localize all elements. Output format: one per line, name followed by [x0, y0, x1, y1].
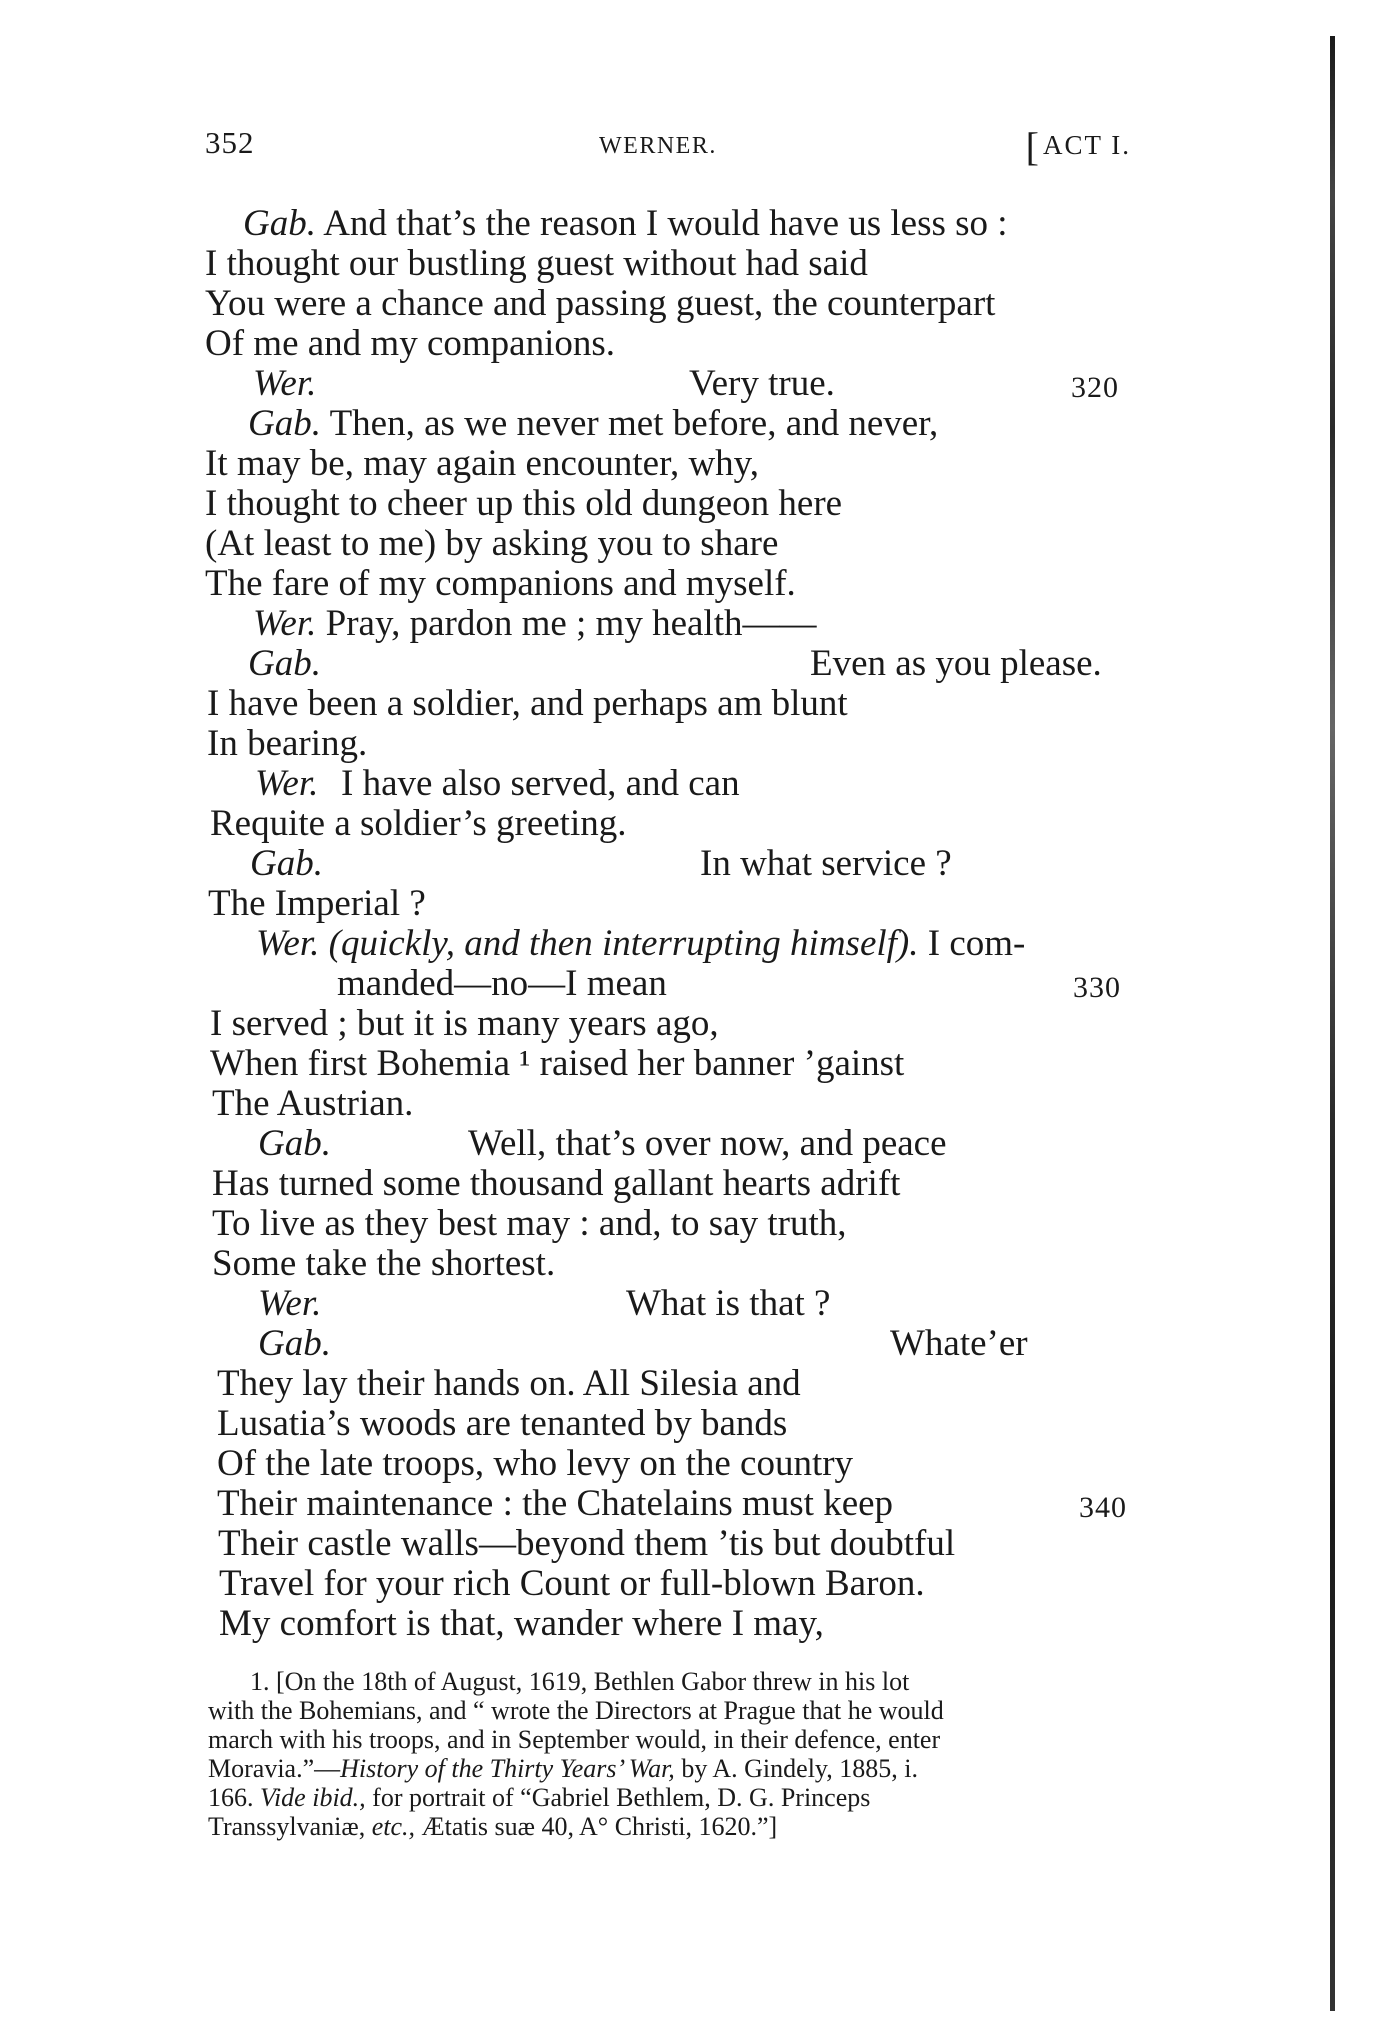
speaker-label: Wer.: [258, 1283, 322, 1324]
verse-line: You were a chance and passing guest, the counterpart: [205, 283, 996, 324]
verse-line: The Austrian.: [212, 1083, 414, 1124]
line-number: 320: [1071, 371, 1119, 404]
verse-line: Wer. Pray, pardon me ; my health——: [253, 603, 817, 644]
act-bracket: [: [1025, 124, 1041, 169]
verse-line: My comfort is that, wander where I may,: [219, 1603, 824, 1644]
verse-line: Travel for your rich Count or full-blown Baron.: [219, 1563, 925, 1604]
verse-line: Of me and my companions.: [205, 323, 615, 364]
verse-line: I have been a soldier, and perhaps am blunt: [207, 683, 848, 724]
verse-line: Lusatia’s woods are tenanted by bands: [217, 1403, 788, 1444]
verse-line: Wer. What is that ?: [258, 1283, 831, 1324]
verse-line: Requite a soldier’s greeting.: [210, 803, 627, 844]
speaker-label: Gab.: [243, 203, 316, 244]
verse-line: manded—no—I mean: [337, 963, 667, 1004]
line-number: 330: [1073, 971, 1121, 1004]
verse-line: I served ; but it is many years ago,: [210, 1003, 719, 1044]
speaker-label: Wer.: [253, 603, 317, 644]
verse-line: In bearing.: [207, 723, 368, 764]
running-title: WERNER.: [599, 133, 717, 159]
verse-line: I thought to cheer up this old dungeon here: [205, 483, 843, 524]
footnote-line: 1. [On the 18th of August, 1619, Bethlen Gabor threw in his lot: [250, 1667, 910, 1696]
verse-line: The Imperial ?: [208, 883, 426, 924]
verse-line: Gab. Then, as we never met before, and never,: [248, 403, 939, 444]
footnote-line: 166. Vide ibid., for portrait of “Gabriel Bethlem, D. G. Princeps: [208, 1783, 871, 1812]
verse-line: Their maintenance : the Chatelains must keep: [217, 1483, 894, 1524]
verse-line: Wer. (quickly, and then interrupting himself). I com-: [256, 923, 1026, 964]
verse-line: Gab. In what service ?: [250, 843, 952, 884]
verse-line: Has turned some thousand gallant hearts adrift: [212, 1163, 901, 1204]
verse-line: Gab. Well, that’s over now, and peace: [258, 1123, 947, 1164]
verse-line: Wer. Very true.: [253, 363, 835, 404]
footnote-line: with the Bohemians, and “ wrote the Directors at Prague that he would: [208, 1696, 944, 1725]
verse-line: Gab. And that’s the reason I would have us less so :: [243, 203, 1008, 244]
speaker-label: Gab.: [258, 1323, 331, 1364]
verse-line: To live as they best may : and, to say truth,: [212, 1203, 847, 1244]
verse-line: I thought our bustling guest without had said: [205, 243, 868, 284]
speaker-label: Gab.: [250, 843, 323, 884]
speaker-label: Gab.: [248, 643, 321, 684]
stage-direction: (quickly, and then interrupting himself).: [328, 923, 919, 964]
speaker-label: Wer.: [255, 763, 319, 804]
running-header: [205, 125, 1135, 175]
page-number: 352: [205, 125, 255, 160]
verse-line: Of the late troops, who levy on the country: [217, 1443, 854, 1484]
act-text: ACT I.: [1042, 130, 1131, 160]
speaker-label: Gab.: [258, 1123, 331, 1164]
footnote-line: Moravia.”—History of the Thirty Years’ War, by A. Gindely, 1885, i.: [208, 1754, 918, 1783]
verse-line: The fare of my companions and myself.: [205, 563, 796, 604]
speaker-label: Gab.: [248, 403, 321, 444]
speaker-label: Wer.: [253, 363, 317, 404]
footnote-line: Transsylvaniæ, etc., Ætatis suæ 40, A° Christi, 1620.”]: [208, 1812, 778, 1841]
verse-line: Gab. Even as you please.: [248, 643, 1102, 684]
verse-line: Gab. Whate’er: [258, 1323, 1028, 1364]
verse-line: It may be, may again encounter, why,: [205, 443, 760, 484]
verse-line: They lay their hands on. All Silesia and: [217, 1363, 801, 1404]
line-number: 340: [1079, 1491, 1127, 1524]
verse-line: When first Bohemia ¹ raised her banner ’gainst: [210, 1043, 905, 1084]
act-label: [1026, 123, 1131, 170]
verse-line: (At least to me) by asking you to share: [205, 523, 779, 564]
verse-line: Their castle walls—beyond them ’tis but doubtful: [218, 1523, 956, 1564]
speaker-label: Wer.: [256, 923, 320, 964]
footnote-line: march with his troops, and in September would, in their defence, enter: [208, 1725, 941, 1754]
verse-line: Wer. I have also served, and can: [255, 763, 740, 804]
verse-line: Some take the shortest.: [212, 1243, 556, 1284]
